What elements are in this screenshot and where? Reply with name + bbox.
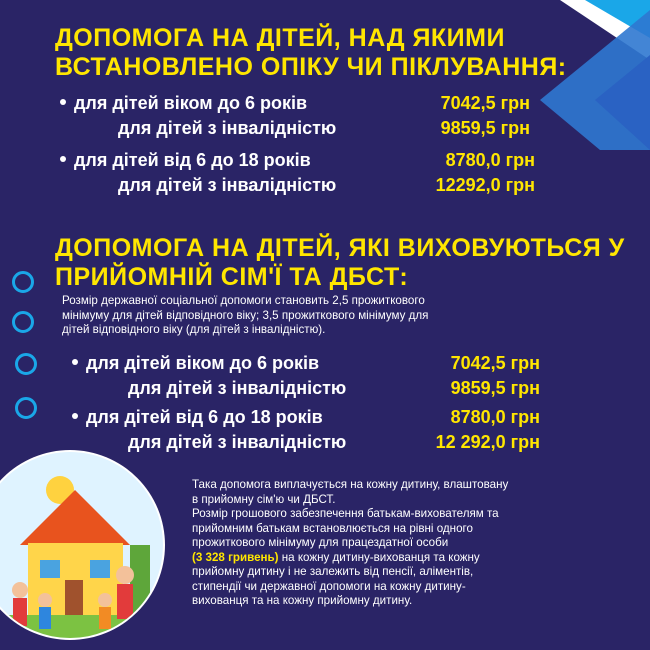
row-value: 8780,0 грн <box>450 407 540 427</box>
section2-title <box>55 234 645 292</box>
bullet-icon <box>60 99 66 105</box>
section1-title <box>55 24 635 82</box>
note-line: в прийомну сім'ю чи ДБСТ. <box>192 492 336 506</box>
amount-highlight: (3 328 гривень) <box>192 550 279 564</box>
section1-title-line2: ВСТАНОВЛЕНО ОПІКУ ЧИ ПІКЛУВАННЯ: <box>55 53 567 81</box>
row-label <box>72 353 319 374</box>
footer-note <box>192 478 632 609</box>
note-line: вихованця та на кожну прийомну дитину. <box>192 594 413 607</box>
section1-row-2 <box>118 118 530 140</box>
section1-row-1 <box>60 93 530 115</box>
row-value: 12292,0 грн <box>435 175 535 195</box>
note-line: Така допомога виплачується на кожну дитину, влаштовану <box>192 478 509 491</box>
section2-row-4 <box>128 432 540 454</box>
section1-row-4 <box>118 175 535 197</box>
row-value: 7042,5 грн <box>440 93 530 113</box>
section2-row-3 <box>72 407 540 429</box>
row-label-text: для дітей від 6 до 18 років <box>74 150 311 170</box>
row-value: 9859,5 грн <box>440 118 530 138</box>
row-label: для дітей з інвалідністю <box>118 175 337 195</box>
section1-row-3 <box>60 150 535 172</box>
row-label <box>60 150 311 171</box>
row-value: 8780,0 грн <box>445 150 535 170</box>
row-label-text: для дітей віком до 6 років <box>74 93 308 113</box>
row-label-text: для дітей від 6 до 18 років <box>86 407 323 427</box>
section1-title-line1: ДОПОМОГА НА ДІТЕЙ, НАД ЯКИМИ <box>55 24 505 52</box>
row-value: 12 292,0 грн <box>435 432 540 452</box>
bullet-icon <box>60 156 66 162</box>
ring-decoration <box>15 353 37 375</box>
row-label <box>60 93 307 114</box>
row-value: 7042,5 грн <box>450 353 540 373</box>
note-line: прожиткового мінімуму для працездатної особи <box>192 536 449 549</box>
section2-title-line2: ПРИЙОМНІЙ СІМ'Ї ТА ДБСТ: <box>55 263 409 291</box>
note-line: прийомну дитину і не залежить від пенсії, аліментів, <box>192 565 474 578</box>
row-label: для дітей з інвалідністю <box>118 118 337 138</box>
row-label: для дітей з інвалідністю <box>128 378 347 398</box>
note-line-amount <box>192 551 632 566</box>
note-line: Розмір грошового забезпечення батькам-вихователям та <box>192 507 499 520</box>
note-line: стипендії чи державної допомоги на кожну дитину- <box>192 579 466 593</box>
section2-intro <box>62 294 622 338</box>
intro-line: мінімуму для дітей відповідного віку; 3,5 прожиткового мінімуму для <box>62 308 429 322</box>
house-family-illustration <box>0 450 170 650</box>
row-label-text: для дітей віком до 6 років <box>86 353 320 373</box>
section2-row-1 <box>72 353 540 375</box>
bullet-icon <box>72 413 78 419</box>
ring-decoration <box>12 271 34 293</box>
ring-decoration <box>15 397 37 419</box>
intro-line: Розмір державної соціальної допомоги становить 2,5 прожиткового <box>62 294 425 307</box>
note-line: прийомним батькам встановлюється на рівні одного <box>192 521 473 535</box>
row-value: 9859,5 грн <box>450 378 540 398</box>
ring-decoration <box>12 311 34 333</box>
bullet-icon <box>72 359 78 365</box>
row-label: для дітей з інвалідністю <box>128 432 347 452</box>
section2-row-2 <box>128 378 540 400</box>
section2-title-line1: ДОПОМОГА НА ДІТЕЙ, ЯКІ ВИХОВУЮТЬСЯ У <box>55 234 625 262</box>
note-line-rest: на кожну дитину-вихованця та кожну <box>278 550 480 564</box>
intro-line: дітей відповідного віку (для дітей з інвалідністю). <box>62 323 326 336</box>
row-label <box>72 407 323 428</box>
